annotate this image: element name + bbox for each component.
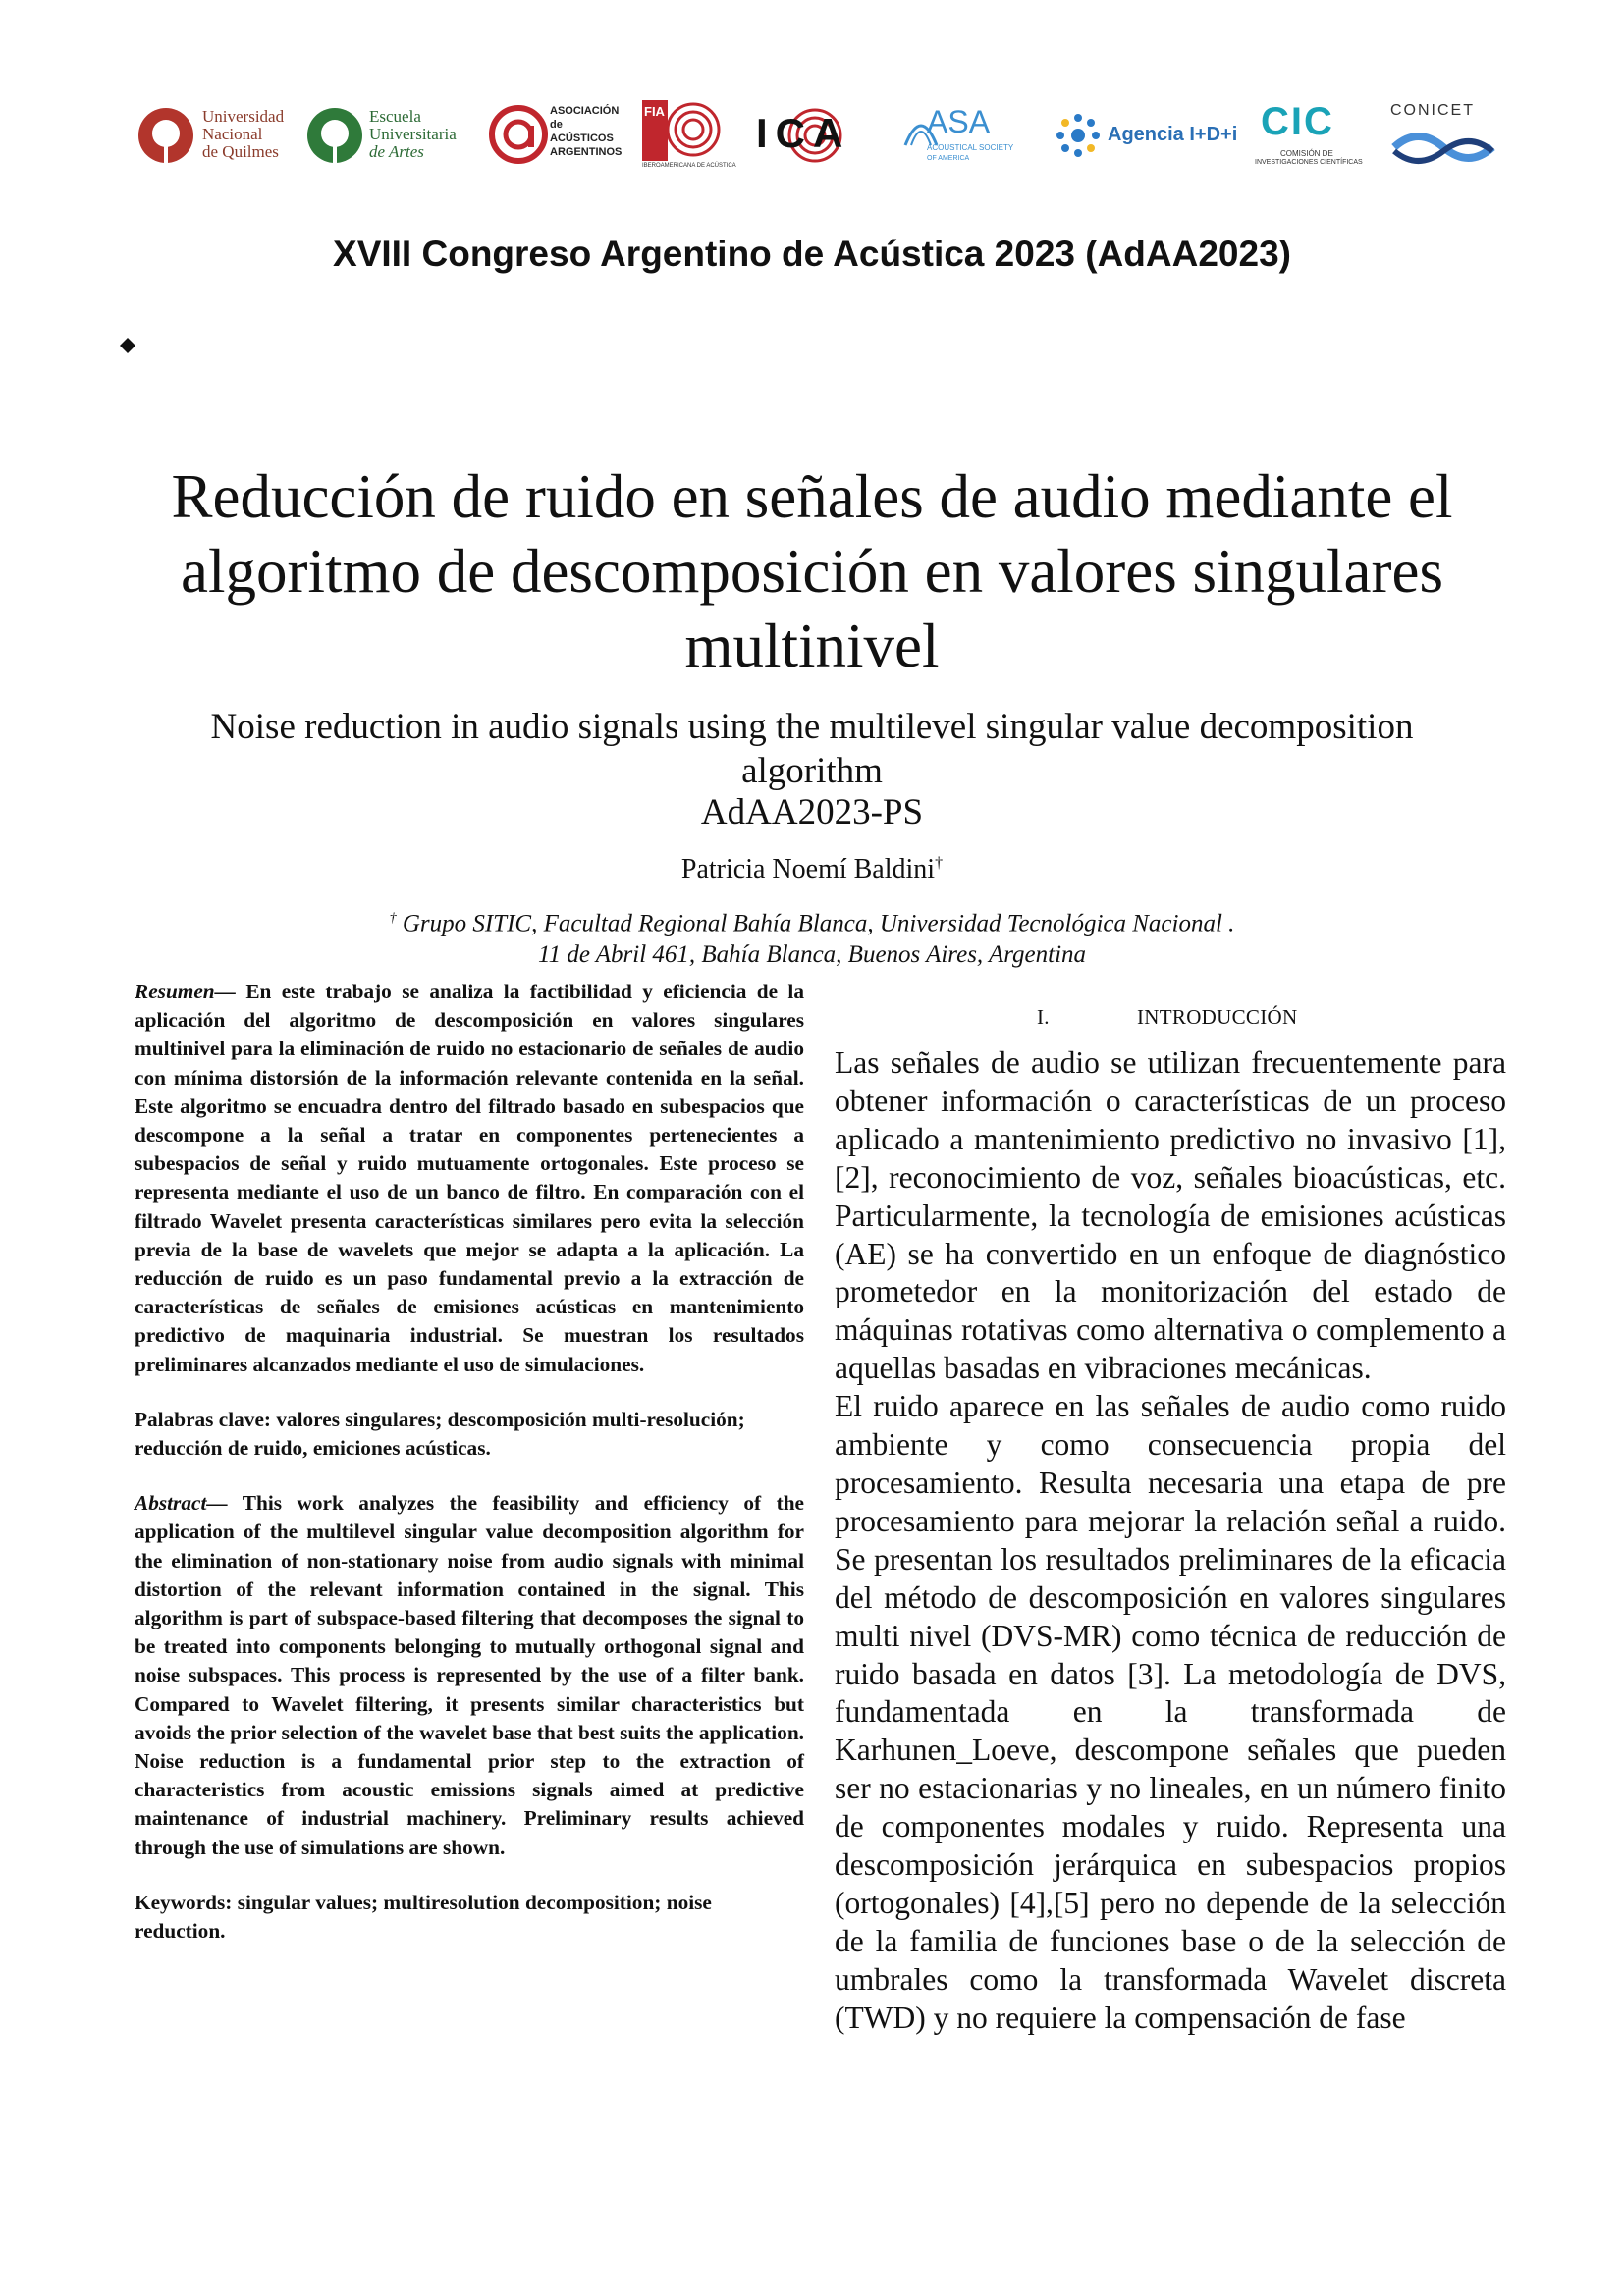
abstract-paragraph (135, 1489, 804, 1862)
subtitle-line-1: Noise reduction in audio signals using the multilevel singular value decomposition (210, 707, 1414, 747)
conicet-logo (1386, 96, 1502, 175)
agencia-text: Agencia I+D+i (1108, 124, 1238, 145)
cic-letters: CIC (1261, 100, 1334, 143)
title-line-2: algoritmo de descomposición en valores singulares (181, 537, 1443, 606)
conicet-wave-icon (1390, 124, 1498, 169)
aaa-emblem-icon (489, 104, 548, 165)
aaa-line-4: ARGENTINOS (550, 146, 623, 158)
conicet-text: CONICET (1390, 102, 1475, 119)
aaa-line-1: ASOCIACIÓN (550, 105, 620, 117)
resumen-text: En este trabajo se analiza la factibilidad y eficiencia de la aplicación del algoritmo de descomposición en valores singulares multinivel para la eliminación de ruido no estacionario de señales de audio con mínima distorsión de la información relevante contenida en la señal. Este algoritmo se encuadra dentro del filtrado basado en subespacios que descompone a la señal a tratar en componentes pertenecientes a subespacios de señal y ruido mutuamente ortogonales. Este proceso se representa mediante el uso de un banco de filtro. En comparación con el filtrado Wavelet presenta características similares pero evita la selección previa de la base de wavelets que mejor se adapta a la aplicación. La reducción de ruido es un paso fundamental previo a la extracción de características de señales de emisiones acústicas en mantenimiento predictivo de maquinaria industrial. Se muestran los resultados preliminares alcanzados mediante el uso de simulaciones. (135, 980, 804, 1376)
asa-line-2: ACOUSTICAL SOCIETY (927, 143, 1014, 152)
author-mark: † (935, 854, 944, 872)
palabras-clave: Palabras clave: valores singulares; descomposición multi-resolución; reducción de ruido, emiciones acústicas. (135, 1407, 745, 1461)
paper-code: AdAA2023-PS (700, 792, 924, 832)
unq-line-1: Universidad (202, 107, 285, 126)
fia-caption: IBEROAMERICANA DE ACÚSTICA (642, 163, 736, 169)
eua-line-1: Escuela (369, 107, 421, 126)
ica-text: ICA (756, 110, 851, 156)
section-number: I. (1037, 1005, 1050, 1029)
asa-title: ASA (927, 104, 991, 139)
cic-logo (1255, 96, 1373, 175)
affiliation-line-2: 11 de Abril 461, Bahía Blanca, Buenos Aires, Argentina (537, 941, 1087, 969)
diamond-bullet-icon (120, 338, 135, 353)
affiliation-line-1: Grupo SITIC, Facultad Regional Bahía Blanca, Universidad Tecnológica Nacional . (402, 910, 1235, 937)
keywords: Keywords: singular values; multiresolution decomposition; noise reduction. (135, 1890, 712, 1944)
unq-line-2: Nacional (202, 125, 263, 143)
intro-paragraph-2: El ruido aparece en las señales de audio como ruido ambiente y como consecuencia propia del procesamiento. Resulta necesaria una etapa de pre procesamiento para mejorar la relación señal a ruido. Se presentan los resultados preliminares de la eficacia del método de descomposición en valores singulares multi nivel (DVS-MR) como técnica de reducción de ruido basada en datos [3]. La metodología de DVS, fundamentada en la transformada de Karhunen_Loeve, descompone señales que pueden ser no estacionarias y no lineales, en un número finito de componentes modales y ruido. Representa una descomposición jerárquica en subespacios propios (ortogonales) [4],[5] pero no depende de la selección de la familia de funciones base o de la selección de umbrales como la transformada Wavelet discreta (TWD) y no requiere la compensación de fase (835, 1389, 1506, 2035)
resumen-lead: Resumen— (135, 980, 236, 1003)
cic-line-3: INVESTIGACIONES CIENTÍFICAS (1255, 159, 1363, 166)
aaa-logo (489, 96, 631, 175)
ica-logo (750, 96, 882, 175)
unq-line-3: de Quilmes (202, 142, 279, 161)
abstract-text: This work analyzes the feasibility and efficiency of the application of the multilevel singular value decomposition algorithm for the elimination of non-stationary noise from audio signals with minimal distortion of the relevant information contained in the signal. This algorithm is part of subspace-based filtering that decomposes the signal to be treated into components belonging to mutually orthogonal signal and noise subspaces. This process is represented by the use of a filter bank. Compared to Wavelet filtering, it presents similar characteristics but avoids the prior selection of the wavelet base that best suits the application. Noise reduction is a fundamental prior step to the extraction of characteristics from acoustic emissions signals aimed at predictive maintenance of industrial machinery. Preliminary results achieved through the use of simulations are shown. (135, 1491, 804, 1859)
aaa-line-2: de (550, 119, 563, 131)
paper-subtitle (147, 705, 1477, 793)
cic-line-2: COMISIÓN DE (1280, 149, 1333, 158)
fia-letters: FIA (644, 104, 665, 119)
paper-title (98, 459, 1526, 683)
section-title: INTRODUCCIÓN (1137, 1005, 1298, 1029)
title-line-1: Reducción de ruido en señales de audio mediante el (171, 462, 1453, 531)
congress-title: XVIII Congreso Argentino de Acústica 2023 (AdAA2023) (333, 234, 1291, 274)
eua-line-2: Universitaria (369, 125, 457, 143)
author-name: Patricia Noemí Baldini (680, 854, 936, 884)
author (0, 854, 1624, 885)
unq-emblem-icon (137, 104, 194, 167)
unq-logo (137, 96, 304, 175)
intro-paragraph-1: Las señales de audio se utilizan frecuentemente para obtener información o características de un proceso aplicado a mantenimiento predictivo no invasivo [1],[2], reconocimiento de voz, señales bioacústicas, etc. Particularmente, la tecnología de emisiones acústicas (AE) se ha convertido en un enfoque de diagnóstico prometedor en la monitorización del estado de máquinas rotativas como alternativa o complemento a aquellas basadas en vibraciones mecánicas. (835, 1045, 1506, 1386)
agencia-logo (1053, 96, 1237, 175)
abstract-lead: Abstract— (135, 1491, 228, 1516)
fia-logo (642, 96, 740, 175)
right-column (835, 1044, 1506, 2038)
resumen-paragraph (135, 978, 804, 1379)
aaa-line-3: ACÚSTICOS (550, 133, 614, 144)
asa-logo (901, 96, 1039, 175)
asa-line-3: OF AMERICA (927, 155, 970, 162)
subtitle-line-2: algorithm (741, 751, 883, 791)
affiliation (0, 903, 1624, 971)
eua-line-3: de Artes (369, 142, 424, 161)
affiliation-mark: † (389, 911, 397, 926)
title-line-3: multinivel (684, 612, 940, 680)
agencia-dots-icon (1053, 110, 1104, 161)
left-column (135, 978, 804, 1972)
eua-logo (306, 96, 483, 175)
logo-strip (137, 96, 1502, 175)
eua-emblem-icon (306, 104, 363, 167)
